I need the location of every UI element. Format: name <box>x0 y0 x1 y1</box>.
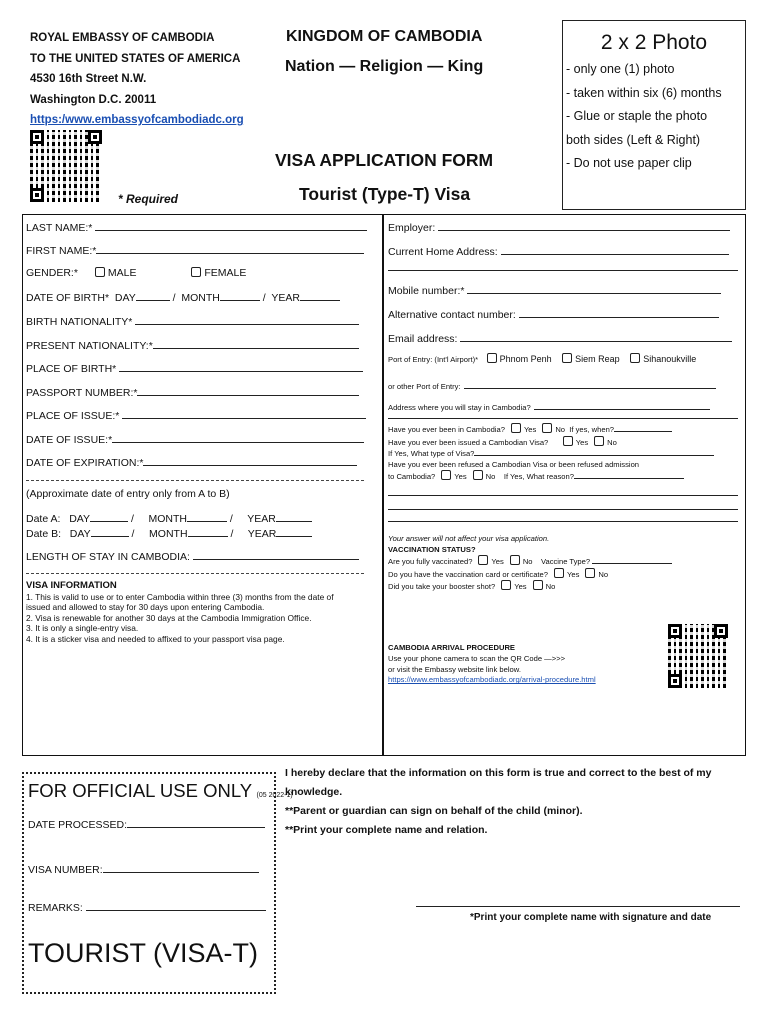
date-b-year-label: YEAR <box>247 528 277 540</box>
birth-nationality-blank[interactable] <box>135 314 359 325</box>
arrival-line-2: or visit the Embassy website link below. <box>388 664 521 674</box>
refused-row-2 <box>388 470 714 483</box>
approx-entry-note: (Approximate date of entry only from A to B) <box>26 488 230 500</box>
port-entry-label: Port of Entry: (Int'l Airport)* <box>388 355 479 364</box>
employer-label: Employer: <box>388 222 436 234</box>
stay-address-blank[interactable] <box>534 399 710 410</box>
yes-label: Yes <box>491 557 504 567</box>
stay-address-field[interactable] <box>388 399 710 413</box>
been-in-yes-checkbox[interactable] <box>511 423 521 433</box>
length-of-stay-label: LENGTH OF STAY IN CAMBODIA: <box>26 551 190 563</box>
gender-field <box>26 267 246 279</box>
vaccination-title: VACCINATION STATUS? <box>388 544 476 554</box>
arrival-qr-code <box>668 624 728 688</box>
photo-rule-5: - Do not use paper clip <box>566 156 692 170</box>
no-label: No <box>598 569 609 579</box>
visa-info-1b: issued and allowed to stay for 30 days upon entering Cambodia. <box>26 602 265 613</box>
date-a-year-label: YEAR <box>247 513 276 525</box>
date-b-month-blank[interactable] <box>188 526 228 537</box>
dashed-divider <box>26 480 364 481</box>
history-questions <box>388 423 714 483</box>
mobile-label: Mobile number:* <box>388 285 465 297</box>
date-processed-label: DATE PROCESSED: <box>28 819 127 831</box>
no-label: No <box>545 582 556 592</box>
reason-blank-4[interactable] <box>388 521 738 522</box>
length-of-stay-blank[interactable] <box>193 549 359 560</box>
date-of-expiration-blank[interactable] <box>143 455 357 466</box>
date-processed-blank[interactable] <box>127 817 265 828</box>
photo-rule-4: both sides (Left & Right) <box>566 132 701 147</box>
declaration <box>285 764 712 840</box>
motto: Nation — Religion — King <box>285 58 484 75</box>
declaration-line-3: **Parent or guardian can sign on behalf of the child (minor). <box>285 805 583 817</box>
vaccination-section <box>388 534 672 593</box>
date-b-month-label: MONTH <box>149 528 188 540</box>
reason-blank-2[interactable] <box>388 495 738 496</box>
vaccine-type-label: Vaccine Type? <box>540 557 591 567</box>
home-address-blank[interactable] <box>501 244 729 255</box>
booster-label: Did you take your booster shot? <box>388 582 496 592</box>
date-a-year-blank[interactable] <box>276 511 312 522</box>
no-label: No <box>607 437 617 447</box>
form-code: (05 2022-1) <box>256 792 293 799</box>
embassy-country: TO THE UNITED STATES OF AMERICA <box>30 52 241 65</box>
photo-rule-2: - taken within six (6) months <box>566 85 722 100</box>
declaration-line-1: I hereby declare that the information on this form is true and correct to the best of my <box>285 767 712 779</box>
booster-yes-checkbox[interactable] <box>501 580 511 590</box>
sihanoukville-label: Sihanoukville <box>643 354 697 364</box>
visa-info-1: 1. This is valid to use or to enter Cambodia within three (3) months from the date of <box>26 591 334 602</box>
if-yes-when-blank[interactable] <box>614 424 672 432</box>
visa-information <box>26 581 334 645</box>
other-port-field[interactable] <box>388 378 716 392</box>
fully-vaccinated-label: Are you fully vaccinated? <box>388 557 473 567</box>
fully-vacc-yes-checkbox[interactable] <box>478 555 488 565</box>
alt-contact-field[interactable] <box>388 307 719 321</box>
refused-yes-checkbox[interactable] <box>441 470 451 480</box>
employer-field[interactable] <box>388 220 730 234</box>
what-type-blank[interactable] <box>474 448 714 456</box>
place-of-birth-blank[interactable] <box>119 361 363 372</box>
embassy-city: Washington D.C. 20011 <box>30 93 157 106</box>
yes-label: Yes <box>523 425 537 434</box>
yes-label: Yes <box>514 582 527 592</box>
other-port-label: or other Port of Entry: <box>388 382 461 391</box>
passport-number-field[interactable] <box>26 385 359 399</box>
official-use-title-row <box>28 780 293 802</box>
visa-info-2: 2. Visa is renewable for another 30 days at the Cambodia Immigration Office. <box>26 612 312 623</box>
visa-info-3: 3. It is only a single-entry visa. <box>26 623 139 634</box>
arrival-procedure-link[interactable]: https://www.embassyofcambodiadc.org/arrival-procedure.html <box>388 675 596 685</box>
employer-blank[interactable] <box>438 220 730 231</box>
place-of-issue-field[interactable] <box>26 408 366 422</box>
required-note: * Required <box>118 192 179 206</box>
visa-info-title: VISA INFORMATION <box>26 580 117 591</box>
visa-number-field[interactable] <box>28 862 259 876</box>
vacc-card-row <box>388 568 672 581</box>
photo-rule-3: - Glue or staple the photo <box>566 109 708 123</box>
male-label: MALE <box>107 267 137 279</box>
date-a-day-label: DAY <box>69 513 91 525</box>
other-port-blank[interactable] <box>464 378 716 389</box>
visa-number-label: VISA NUMBER: <box>28 864 103 876</box>
date-b-label: Date B: <box>26 528 62 540</box>
email-blank[interactable] <box>460 331 732 342</box>
date-processed-field[interactable] <box>28 817 265 831</box>
refused-no-checkbox[interactable] <box>473 470 483 480</box>
no-label: No <box>485 472 496 481</box>
date-b-day-blank[interactable] <box>91 526 129 537</box>
female-label: FEMALE <box>204 267 247 279</box>
place-of-birth-field[interactable] <box>26 361 363 375</box>
birth-nationality-label: BIRTH NATIONALITY* <box>26 316 133 328</box>
if-yes-when-label: If yes, when? <box>569 425 615 434</box>
no-label: No <box>522 557 533 567</box>
home-address-blank-2[interactable] <box>388 270 738 271</box>
passport-number-blank[interactable] <box>137 385 359 396</box>
booster-row <box>388 580 672 593</box>
embassy-qr-code <box>30 130 102 202</box>
remarks-blank[interactable] <box>86 900 266 911</box>
answer-note: Your answer will not affect your visa application. <box>388 534 550 543</box>
email-label: Email address: <box>388 333 458 345</box>
yes-label: Yes <box>454 472 467 481</box>
remarks-label: REMARKS: <box>28 902 83 914</box>
mobile-blank[interactable] <box>467 283 721 294</box>
vaccine-type-blank[interactable] <box>592 556 672 564</box>
issued-visa-label: Have you ever been issued a Cambodian Visa? <box>388 437 549 447</box>
alt-contact-label: Alternative contact number: <box>388 309 516 321</box>
signature-line[interactable] <box>416 906 740 907</box>
siem-reap-checkbox[interactable] <box>562 353 572 363</box>
embassy-address <box>30 28 244 131</box>
kingdom-title: KINGDOM OF CAMBODIA <box>286 28 483 45</box>
dob-year-label: YEAR <box>271 292 300 304</box>
photo-box[interactable] <box>562 20 746 210</box>
email-field[interactable] <box>388 331 732 345</box>
vacc-card-no-checkbox[interactable] <box>585 568 595 578</box>
declaration-line-2: knowledge. <box>285 786 343 798</box>
dob-field: DATE OF BIRTH* DAY / MONTH / YEAR <box>26 290 340 304</box>
stay-address-blank-2[interactable] <box>388 418 738 419</box>
been-in-cambodia-row <box>388 423 714 436</box>
issued-visa-no-checkbox[interactable] <box>594 436 604 446</box>
issued-visa-row <box>388 436 714 449</box>
what-type-label: If Yes, What type of Visa? <box>388 449 475 458</box>
vacc-card-label: Do you have the vaccination card or certificate? <box>388 569 548 579</box>
first-name-field[interactable] <box>26 243 364 257</box>
date-a-field: Date A: DAY / MONTH / YEAR <box>26 511 312 525</box>
what-type-row <box>388 448 714 460</box>
visa-number-blank[interactable] <box>103 862 259 873</box>
form-title: VISA APPLICATION FORM <box>275 150 494 170</box>
birth-nationality-field[interactable] <box>26 314 359 328</box>
fully-vaccinated-row <box>388 555 672 568</box>
what-reason-label: If Yes, What reason? <box>503 472 574 481</box>
dob-month-blank[interactable] <box>220 290 260 301</box>
yes-label: Yes <box>566 569 580 579</box>
date-of-expiration-field[interactable] <box>26 455 357 469</box>
arrival-line-1: Use your phone camera to scan the QR Code —>>> <box>388 653 566 663</box>
present-nationality-blank[interactable] <box>153 338 359 349</box>
passport-number-label: PASSPORT NUMBER:* <box>26 387 138 399</box>
fully-vacc-no-checkbox[interactable] <box>510 555 520 565</box>
female-checkbox[interactable] <box>191 267 201 277</box>
dob-day-blank[interactable] <box>136 290 170 301</box>
embassy-name: ROYAL EMBASSY OF CAMBODIA <box>30 32 215 44</box>
present-nationality-label: PRESENT NATIONALITY:* <box>26 340 153 352</box>
date-of-expiration-label: DATE OF EXPIRATION:* <box>26 457 144 469</box>
sihanoukville-checkbox[interactable] <box>630 353 640 363</box>
date-b-field: Date B: DAY / MONTH / YEAR <box>26 526 312 540</box>
what-reason-blank[interactable] <box>574 471 684 479</box>
arrival-title: CAMBODIA ARRIVAL PROCEDURE <box>388 643 515 652</box>
date-a-month-blank[interactable] <box>187 511 227 522</box>
embassy-website-link[interactable]: https:/www.embassyofcambodiadc.org <box>30 114 244 126</box>
place-of-birth-label: PLACE OF BIRTH* <box>26 363 117 375</box>
dob-month-label: MONTH <box>181 292 220 304</box>
date-a-day-blank[interactable] <box>90 511 128 522</box>
official-use-title: FOR OFFICIAL USE ONLY <box>28 780 253 801</box>
phnom-penh-checkbox[interactable] <box>487 353 497 363</box>
length-of-stay-field[interactable] <box>26 549 359 563</box>
last-name-field[interactable] <box>26 220 367 234</box>
male-checkbox[interactable] <box>95 267 105 277</box>
date-a-label: Date A: <box>26 513 61 525</box>
reason-blank-3[interactable] <box>388 509 738 510</box>
tourist-visa-label: TOURIST (VISA-T) <box>28 938 259 968</box>
gender-label: GENDER:* <box>26 267 78 279</box>
refused-label: to Cambodia? <box>388 472 436 481</box>
home-address-field[interactable] <box>388 244 729 258</box>
photo-rule-1: - only one (1) photo <box>566 62 675 76</box>
date-of-issue-label: DATE OF ISSUE:* <box>26 434 113 446</box>
stay-address-label: Address where you will stay in Cambodia? <box>388 403 531 412</box>
embassy-street: 4530 16th Street N.W. <box>30 73 147 85</box>
been-in-label: Have you ever been in Cambodia? <box>388 425 505 434</box>
place-of-issue-blank[interactable] <box>122 408 366 419</box>
visa-info-4: 4. It is a sticker visa and needed to affixed to your passport visa page. <box>26 633 285 644</box>
place-of-issue-label: PLACE OF ISSUE:* <box>26 410 120 422</box>
siem-reap-label: Siem Reap <box>575 354 620 364</box>
present-nationality-field[interactable] <box>26 338 359 352</box>
yes-label: Yes <box>575 437 589 447</box>
date-of-issue-blank[interactable] <box>112 432 364 443</box>
no-label: No <box>555 425 566 434</box>
dob-year-blank[interactable] <box>300 290 340 301</box>
photo-title: 2 x 2 Photo <box>600 31 708 54</box>
remarks-field[interactable] <box>28 900 266 914</box>
date-b-day-label: DAY <box>69 528 91 540</box>
dob-day-label: DAY <box>114 292 136 304</box>
signature-note: *Print your complete name with signature and date <box>470 912 712 923</box>
date-b-year-blank[interactable] <box>276 526 312 537</box>
first-name-label: FIRST NAME:* <box>26 245 97 257</box>
column-divider <box>382 214 384 756</box>
dashed-divider <box>26 573 364 574</box>
last-name-blank[interactable] <box>95 220 367 231</box>
dob-label: DATE OF BIRTH* <box>26 292 110 304</box>
vacc-card-yes-checkbox[interactable] <box>554 568 564 578</box>
last-name-label: LAST NAME:* <box>26 222 93 234</box>
date-of-issue-field[interactable] <box>26 432 364 446</box>
declaration-line-4: **Print your complete name and relation. <box>285 824 488 836</box>
date-a-month-label: MONTH <box>148 513 187 525</box>
visa-type-title: Tourist (Type-T) Visa <box>299 184 471 204</box>
home-address-label: Current Home Address: <box>388 246 498 258</box>
booster-no-checkbox[interactable] <box>533 580 543 590</box>
mobile-field[interactable] <box>388 283 721 297</box>
phnom-penh-label: Phnom Penh <box>499 354 552 364</box>
first-name-blank[interactable] <box>96 243 364 254</box>
port-entry-field <box>388 353 696 364</box>
refused-row-1: Have you ever been refused a Cambodian Visa or been refused admission <box>388 459 640 469</box>
alt-contact-blank[interactable] <box>519 307 719 318</box>
issued-visa-yes-checkbox[interactable] <box>563 436 573 446</box>
arrival-procedure <box>388 643 596 686</box>
been-in-no-checkbox[interactable] <box>542 423 552 433</box>
